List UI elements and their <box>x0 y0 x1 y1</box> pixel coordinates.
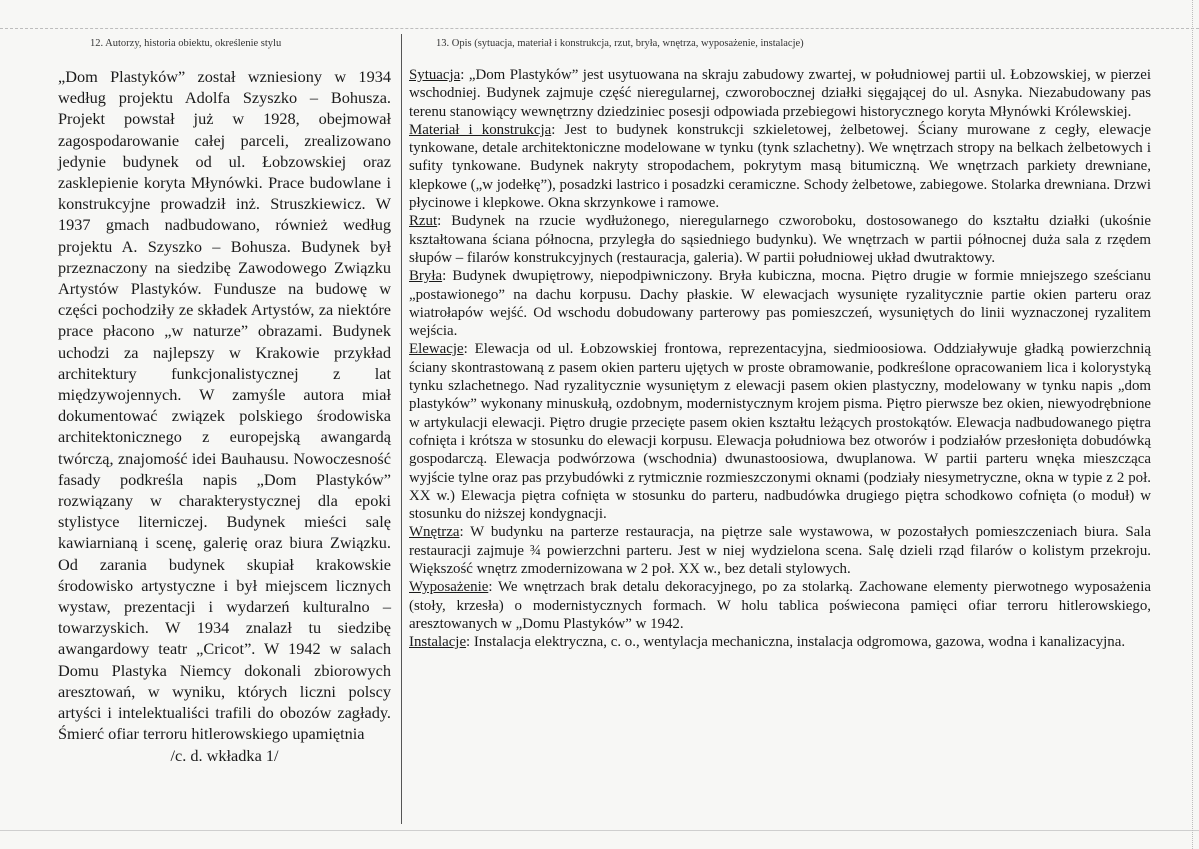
text-material: : Jest to budynek konstrukcji szkieletowej, żelbetowej. Ściany murowane z cegły, elewacje tynkowane, detale architektoniczne modelowane w tynku (tynk szlachetny). We wnętrzach stropy na belkach żelbetowych i sufity tynkowane. Budynek nakryty stropodachem, pokrytym masą bitumiczną. We wnętrzach parkiety drewniane, klepkowe („w jodełkę”), posadzki lastrico i posadzki ceramiczne. Schody żelbetowe, zabiegowe. Stolarka drewniana. Drzwi płycinowe i klepkowe. Okna skrzynkowe i ramowe. <box>409 121 1151 212</box>
section-massing <box>409 267 1151 340</box>
section-plan <box>409 212 1151 267</box>
history-column <box>58 66 391 766</box>
section-elevations <box>409 340 1151 523</box>
section-13-heading: 13. Opis (sytuacja, materiał i konstrukcja, rzut, bryła, wnętrza, wyposażenie, instalacje) <box>436 38 804 49</box>
history-text: „Dom Plastyków” został wzniesiony w 1934 według projektu Adolfa Szyszko – Bohusza. Projekt powstał już w 1928, obejmował zagospodarowanie całej parceli, zrealizowano jedynie budynek od ul. Łobzowskiej oraz zasklepienie koryta Młynówki. Prace budowlane i konstrukcyjne prowadził inż. Struszkiewicz. W 1937 gmach nadbudowano, również według projektu A. Szyszko – Bohusza. Budynek był przeznaczony na siedzibę Zawodowego Związku Artystów Plastyków. Fundusze na budowę w części pochodziły ze składek Artystów, za niektóre prace płacono „w naturze” obrazami. Budynek uchodzi za najlepszy w Krakowie przykład architektury funkcjonalistycznej z lat międzywojennych. W zamyśle autora miał dokumentować związek polskiego środowiska architektonicznego z europejską awangardą twórczą, znajomość idei Bauhausu. Nowoczesność fasady podkreśla napis „Dom Plastyków” rozwiązany w charakterystycznej dla epoki stylistyce literniczej. Budynek mieści salę kawiarnianą i scenę, galerię oraz biura Związku. Od zarania budynek skupiał krakowskie środowisko artystyczne i był miejscem licznych wystaw, prezentacji i wydarzeń kulturalno – towarzyskich. W 1934 znalazł tu siedzibę awangardowy teatr „Cricot”. W 1942 w salach Domu Plastyka Niemcy dokonali zbiorowych aresztowań, w wyniku, których liczni polscy artyści i intelektualiści trafili do obozów zagłady. Śmierć ofiar terroru hitlerowskiego upamiętnia <box>58 67 391 744</box>
bottom-border <box>0 830 1199 832</box>
text-massing: : Budynek dwupiętrowy, niepodpiwniczony. Bryła kubiczna, mocna. Piętro drugie w formie mniejszego sześcianu „postawionego” na dachu korpusu. Dachy płaskie. W elewacjach wysunięte ryzalitycznie partie okien parteru oraz wiatrołapów wejść. Od wschodu dobudowany parterowy pas pomieszczeń, wysuniętych do linii wyznaczonej ryzalitem wejścia. <box>409 268 1151 340</box>
label-plan: Rzut <box>409 213 438 230</box>
label-elevations: Elewacje <box>409 341 464 358</box>
label-massing: Bryła <box>409 268 443 285</box>
section-furnishing <box>409 578 1151 633</box>
label-interiors: Wnętrza <box>409 524 460 541</box>
description-column <box>409 66 1151 652</box>
section-12-heading: 12. Autorzy, historia obiektu, określenie stylu <box>90 38 282 49</box>
text-plan: : Budynek na rzucie wydłużonego, nieregularnego czworoboku, dostosowanego do kształtu działki (ukośnie kształtowana ściana północna, przyległa do sąsiedniego budynku). We wnętrzach w partii północnej duża sala z rzędem słupów – filarów konstrukcyjnych (restauracja, galeria). W partii południowej układ dwutraktowy. <box>409 213 1151 266</box>
text-elevations: : Elewacja od ul. Łobzowskiej frontowa, reprezentacyjna, siedmioosiowa. Oddziaływuje gładką powierzchnią ściany skontrastowaną z pasem okien parteru ujętych w proste obramowanie, podkreślone opracowaniem lica i kolorystyką tynku szlachetnego. Nad ryzalitycznie wysuniętym z elewacji pasem okien plastyczny, modelowany w tynku napis „dom plastyków” wykonany minuskułą, ozdobnym, modernistycznym krojem pisma. Piętro pierwsze bez okien, niewyodrębnione w artykulacji elewacji. Piętro drugie przecięte pasem okien kształtu leżących prostokątów. Elewacja nadbudowanego piętra cofnięta i krótsza w stosunku do elewacji korpusu. Elewacja południowa bez otworów i podziałów przesłonięta dobudówką gospodarczą. Elewacja podwórzowa (wschodnia) dwunastoosiowa, dwuplanowa. W partii parteru wnęka mieszcząca wyjście tylne oraz pas przybudówki z rytmicznie rozmieszczonymi oknami (podziały niesymetryczne, okna w typie z 2 poł. XX w.) Elewacja piętra cofnięta w stosunku do parteru, nadbudówka drugiego piętra schodkowo cofnięta (o moduł) w stosunku do niższej kondygnacji. <box>409 341 1151 523</box>
section-material <box>409 121 1151 212</box>
text-installations: : Instalacja elektryczna, c. o., wentylacja mechaniczna, instalacja odgromowa, gazowa, wodna i kanalizacyjna. <box>466 634 1126 651</box>
text-situation: : „Dom Plastyków” jest usytuowana na skraju zabudowy zwartej, w południowej partii ul. Łobzowskiej, w pierzei wschodniej. Budynek zajmuje część nieregularnej, czworobocznej działki sięgającej do ul. Asnyka. Niezabudowany pas terenu stanowiący wewnętrzny dziedziniec posesji odpowiada przebiegowi historycznego koryta Młynówki Królewskiej. <box>409 67 1151 120</box>
section-installations <box>409 633 1151 651</box>
top-border <box>0 28 1199 30</box>
right-border <box>1192 0 1194 849</box>
column-divider <box>401 34 402 824</box>
section-situation <box>409 66 1151 121</box>
text-interiors: : W budynku na parterze restauracja, na piętrze sale wystawowa, w pozostałych pomieszczeniach biura. Sala restauracji zajmuje ¾ powierzchni parteru. Jest w niej wydzielona scena. Salę dzieli rząd filarów o kolistym przekroju. Większość wnętrz zmodernizowana w 2 poł. XX w., bez detali stylowych. <box>409 524 1151 578</box>
section-interiors <box>409 523 1151 578</box>
continuation-note: /c. d. wkładka 1/ <box>170 745 279 765</box>
label-material: Materiał i konstrukcja <box>409 121 552 138</box>
label-installations: Instalacje <box>409 634 467 651</box>
label-furnishing: Wyposażenie <box>409 579 489 596</box>
label-situation: Sytuacja <box>409 67 461 83</box>
text-furnishing: : We wnętrzach brak detalu dekoracyjnego, po za stolarką. Zachowane elementy pierwotnego wyposażenia (stoły, krzesła) o modernistycznych formach. W holu tablica poświecona pamięci ofiar terroru hitlerowskiego, aresztowanych w „Domu Plastyków” w 1942. <box>409 579 1151 632</box>
